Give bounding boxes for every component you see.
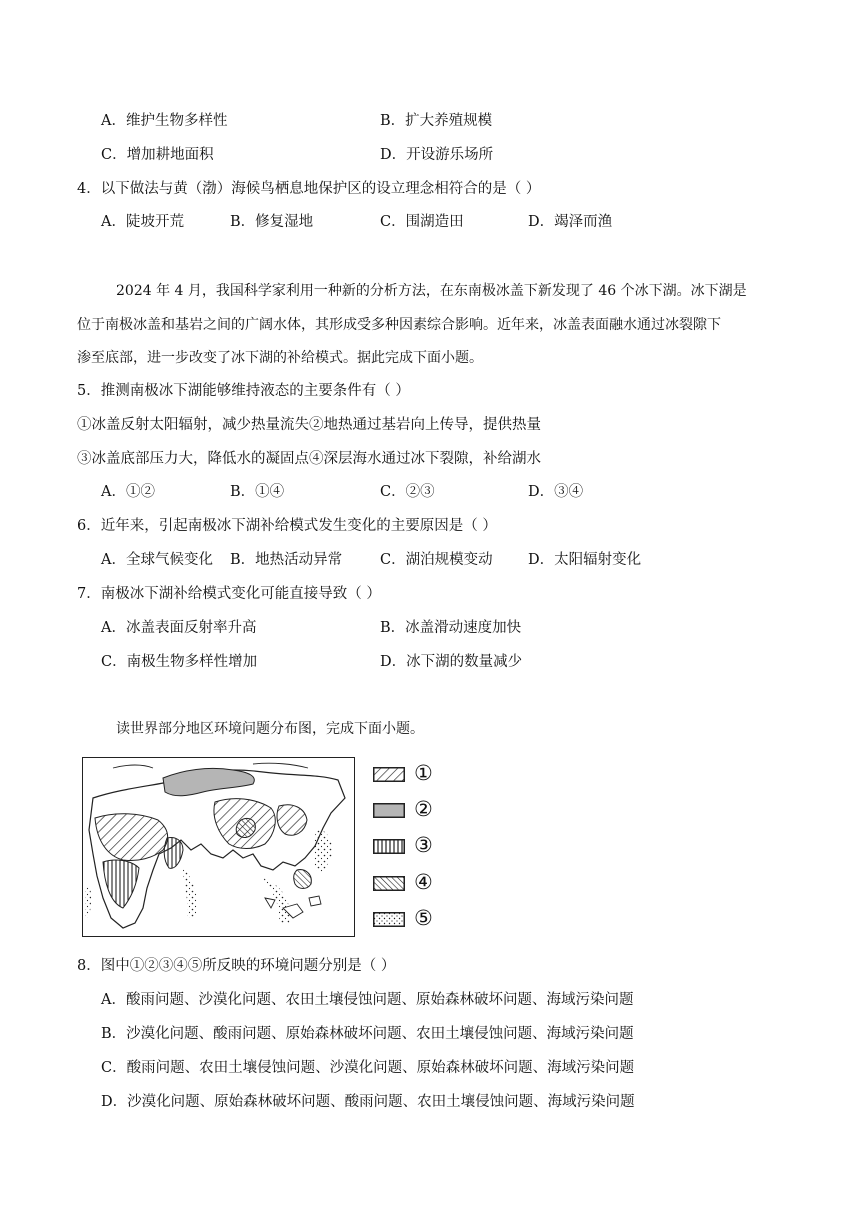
legend-swatch-dots [373, 912, 405, 927]
q8-option-b: B．沙漠化问题、酸雨问题、原始森林破坏问题、农田土壤侵蚀问题、海域污染问题 [101, 1026, 634, 1042]
q7-option-d: D．冰下湖的数量减少 [380, 654, 523, 670]
q3-option-b: B．扩大养殖规模 [380, 113, 493, 129]
legend-swatch-diagonal-hatch [373, 767, 405, 782]
q5-stem: 5．推测南极冰下湖能够维持液态的主要条件有（ ） [77, 383, 410, 399]
q3-option-a: A．维护生物多样性 [101, 113, 228, 129]
q4-option-b: B．修复湿地 [230, 214, 314, 230]
q4-option-d: D．竭泽而渔 [528, 214, 613, 230]
q5-option-c: C．②③ [380, 484, 435, 500]
legend-label-3: ③ [414, 833, 433, 857]
q6-option-a: A．全球气候变化 [101, 552, 213, 568]
q4-option-a: A．陡坡开荒 [101, 214, 184, 230]
q8-option-c: C．酸雨问题、农田土壤侵蚀问题、沙漠化问题、原始森林破坏问题、海域污染问题 [101, 1060, 635, 1076]
passage1-line1: 2024 年 4 月，我国科学家利用一种新的分析方法，在东南极冰盖下新发现了 46 个冰下湖。冰下湖是 [116, 283, 747, 299]
q8-stem: 8．图中①②③④⑤所反映的环境问题分别是（ ） [77, 958, 396, 974]
q5-statements-2: ③冰盖底部压力大，降低水的凝固点④深层海水通过冰下裂隙，补给湖水 [77, 451, 541, 467]
q6-option-d: D．太阳辐射变化 [528, 552, 642, 568]
q3-option-d: D．开设游乐场所 [380, 147, 494, 163]
q5-statements-1: ①冰盖反射太阳辐射，减少热量流失②地热通过基岩向上传导，提供热量 [77, 417, 541, 433]
legend-swatch-grey-fill [373, 803, 405, 818]
q4-stem: 4．以下做法与黄（渤）海候鸟栖息地保护区的设立理念相符合的是（ ） [77, 181, 541, 197]
legend-label-1: ① [414, 761, 433, 785]
q5-option-d: D．③④ [528, 484, 584, 500]
q8-option-d: D．沙漠化问题、原始森林破坏问题、酸雨问题、农田土壤侵蚀问题、海域污染问题 [101, 1094, 635, 1110]
passage1-line2: 位于南极冰盖和基岩之间的广阔水体，其形成受多种因素综合影响。近年来，冰盖表面融水通过冰裂隙下 [77, 317, 721, 333]
q7-option-c: C．南极生物多样性增加 [101, 654, 258, 670]
q6-option-c: C．湖泊规模变动 [380, 552, 493, 568]
q7-option-b: B．冰盖滑动速度加快 [380, 620, 522, 636]
legend-swatch-vertical-hatch [373, 839, 405, 854]
q6-stem: 6．近年来，引起南极冰下湖补给模式发生变化的主要原因是（ ） [77, 518, 497, 534]
q5-option-b: B．①④ [230, 484, 285, 500]
q6-option-b: B．地热活动异常 [230, 552, 343, 568]
passage1-line3: 渗至底部，进一步改变了冰下湖的补给模式。据此完成下面小题。 [77, 350, 483, 366]
q8-option-a: A．酸雨问题、沙漠化问题、农田土壤侵蚀问题、原始森林破坏问题、海域污染问题 [101, 992, 634, 1008]
passage2: 读世界部分地区环境问题分布图，完成下面小题。 [116, 721, 424, 737]
legend-swatch-back-hatch [373, 876, 405, 891]
q7-option-a: A．冰盖表面反射率升高 [101, 620, 257, 636]
q4-option-c: C．围湖造田 [380, 214, 464, 230]
legend-label-4: ④ [414, 870, 433, 894]
legend-label-2: ② [414, 797, 433, 821]
q7-stem: 7．南极冰下湖补给模式变化可能直接导致（ ） [77, 586, 381, 602]
legend-label-5: ⑤ [414, 906, 433, 930]
world-environment-map [82, 757, 355, 937]
q5-option-a: A．①② [101, 484, 155, 500]
q3-option-c: C．增加耕地面积 [101, 147, 214, 163]
